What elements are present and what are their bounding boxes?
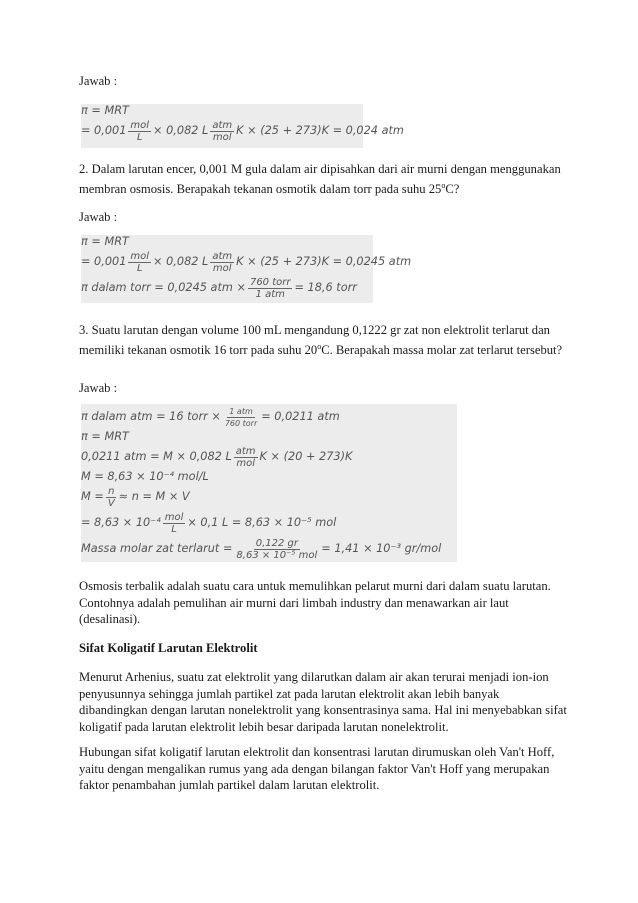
question-3: 3. Suatu larutan dengan volume 100 mL mengandung 0,1222 gr zat non elektrolit terlarut dan memiliki tekanan osmotik 16 torr pada suhu 20$^o$C. Berapakah massa molar zat terlarut tersebut? <box>79 323 563 357</box>
equation-3 <box>81 404 457 562</box>
eq1-line-1: π = MRT <box>81 104 129 117</box>
equation-2 <box>81 235 412 303</box>
eq3-line-2: π = MRT <box>81 430 129 443</box>
equation-1 <box>81 104 404 148</box>
vant-hoff-paragraph: Hubungan sifat koligatif larutan elektrolit dan konsentrasi larutan dirumuskan oleh Van't Hoff, yaitu dengan mengalikan rumus yang ada dengan bilangan faktor Van't Hoff yang merupakan faktor penambahan jumlah partikel dalam larutan elektrolit. <box>79 745 555 792</box>
eq3-line-6: = 8,63 × 10⁻⁴ mol L × 0,1 L = 8,63 × 10⁻⁵ mol <box>81 511 337 535</box>
jawab-label-2: Jawab : <box>79 210 118 224</box>
jawab-label-1: Jawab : <box>79 74 118 88</box>
arrhenius-paragraph: Menurut Arhenius, suatu zat elektrolit yang dilarutkan dalam air akan terurai menjadi ion-ion penyusunnya sehingga jumlah partikel zat pada larutan elektrolit akan lebih banyak dibandingkan dengan larutan nonelektrolit yang konsentrasinya sama. Hal ini menyebabkan sifat koligatif pada larutan elektrolit lebih besar daripada larutan nonelektrolit. <box>79 670 567 734</box>
jawab-label-3: Jawab : <box>79 381 118 395</box>
eq3-line-4: M = 8,63 × 10⁻⁴ mol/L <box>81 470 209 483</box>
question-2: 2. Dalam larutan encer, 0,001 M gula dalam air dipisahkan dari air murni dengan menggunakan membran osmosis. Berapakah tekanan osmotik dalam torr pada suhu 25$^o$C? <box>79 162 561 196</box>
eq3-line-7: Massa molar zat terlarut = 0,122 gr 8,63 × 10⁻⁵ mol = 1,41 × 10⁻³ gr/mol <box>81 537 442 561</box>
eq2-line-3: π dalam torr = 0,0245 atm × 760 torr 1 atm = 18,6 torr <box>81 276 357 300</box>
eq2-line-2: = 0,001 mol L × 0,082 L atm mol K × (25 + 273)K = 0,0245 atm <box>81 250 412 274</box>
eq1-line-2: = 0,001 mol L × 0,082 L atm mol K × (25 + 273)K = 0,024 atm <box>81 119 404 143</box>
eq2-line-1: π = MRT <box>81 235 129 248</box>
osmosis-paragraph: Osmosis terbalik adalah suatu cara untuk memulihkan pelarut murni dari dalam suatu larutan. Contohnya adalah pemulihan air murni dari limbah industry dan menawarkan air laut (desalinasi). <box>79 579 551 626</box>
eq3-line-1: π dalam atm = 16 torr × 1 atm 760 torr = 0,0211 atm <box>81 406 340 428</box>
eq3-line-3: 0,0211 atm = M × 0,082 L atm mol K × (20 + 273)K <box>81 445 353 469</box>
eq3-line-5: M = $\frac{n}{V}$ ≈ n = M × V <box>81 485 190 509</box>
section-heading: Sifat Koligatif Larutan Elektrolit <box>79 641 258 655</box>
